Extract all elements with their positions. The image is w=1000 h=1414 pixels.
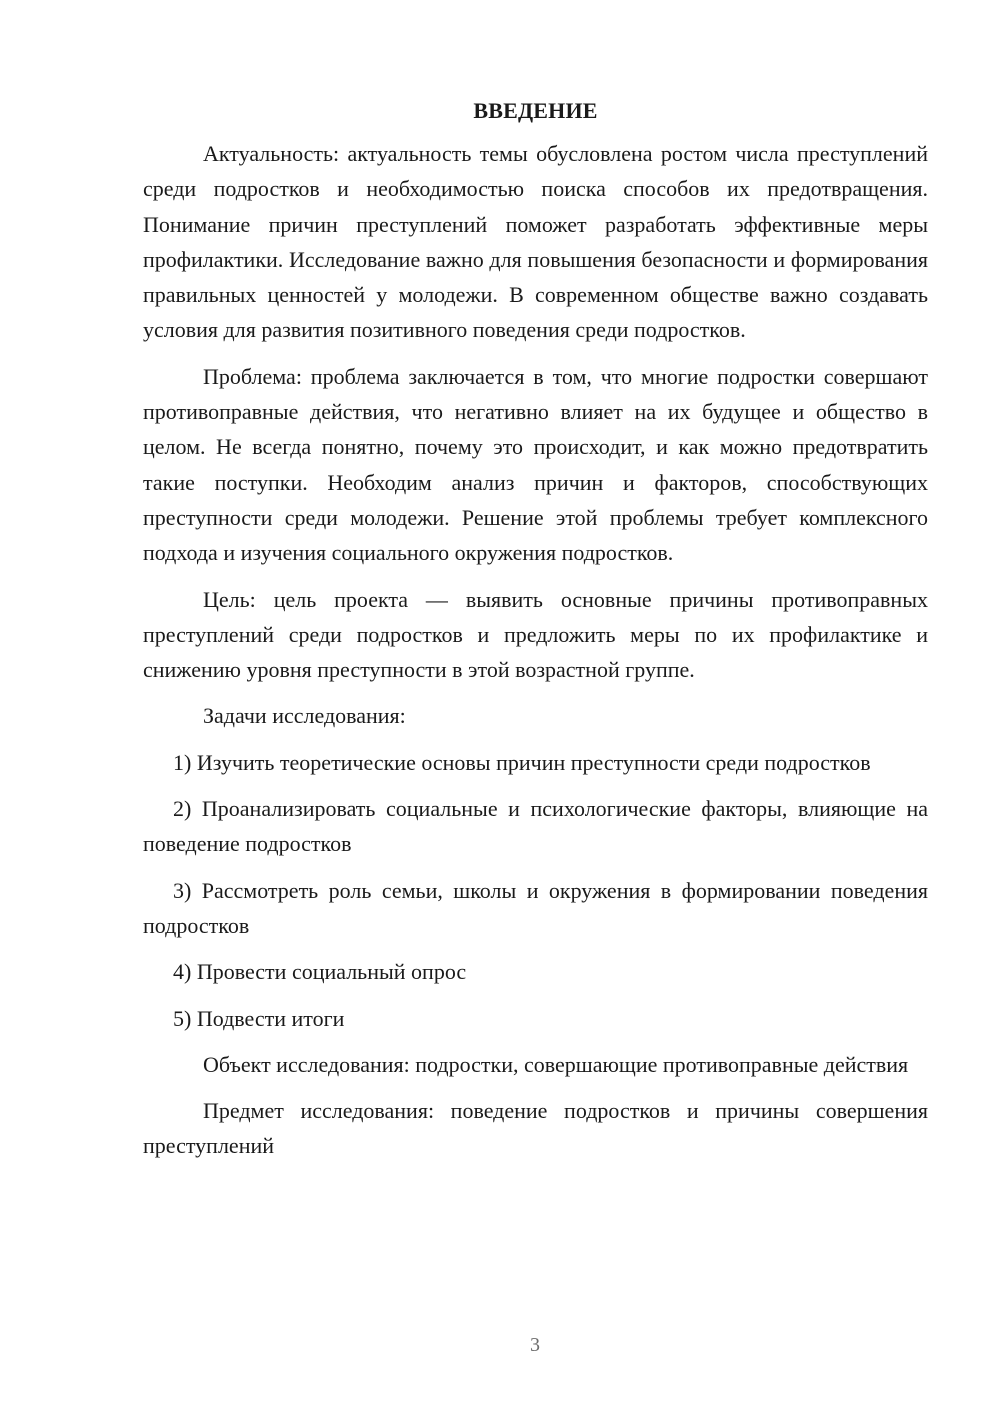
task-item-4: 4) Провести социальный опрос: [173, 959, 467, 985]
task-item-2: 2) Проанализировать социальные и психологические факторы, влияющие на поведение подростков: [143, 796, 928, 857]
goal-paragraph: Цель: цель проекта — выявить основные причины противоправных преступлений среди подростков и предложить меры по их профилактике и снижению уровня преступности в этой возрастной группе.: [143, 586, 928, 683]
tasks-heading: Задачи исследования:: [203, 703, 406, 729]
problem-paragraph: Проблема: проблема заключается в том, что многие подростки совершают противоправные действия, что негативно влияет на их будущее и общество в целом. Не всегда понятно, почему это происходит, и как можно предотвратить такие поступки. Необходим анализ причин и факторов, способствующих преступности среди молодежи. Решение этой проблемы требует комплексного подхода и изучения социального окружения подростков.: [143, 363, 928, 566]
task-item-5: 5) Подвести итоги: [173, 1005, 345, 1031]
relevance-paragraph: Актуальность: актуальность темы обусловлена ростом числа преступлений среди подростков и необходимостью поиска способов их предотвращения. Понимание причин преступлений поможет разработать эффективные меры профилактики. Исследование важно для повышения безопасности и формирования правильных ценностей у молодежи. В современном обществе важно создавать условия для развития позитивного поведения среди подростков.: [143, 141, 928, 343]
page-content: [143, 95, 928, 1164]
task-item-3: 3) Рассмотреть роль семьи, школы и окружения в формировании поведения подростков: [143, 877, 928, 938]
task-item-1: 1) Изучить теоретические основы причин преступности среди подростков: [173, 749, 871, 775]
object-paragraph: Объект исследования: подростки, совершающие противоправные действия: [203, 1051, 909, 1077]
subject-paragraph: Предмет исследования: поведение подростков и причины совершения преступлений: [143, 1098, 928, 1159]
page-title: ВВЕДЕНИЕ: [473, 98, 598, 123]
page-number: 3: [530, 1334, 540, 1356]
